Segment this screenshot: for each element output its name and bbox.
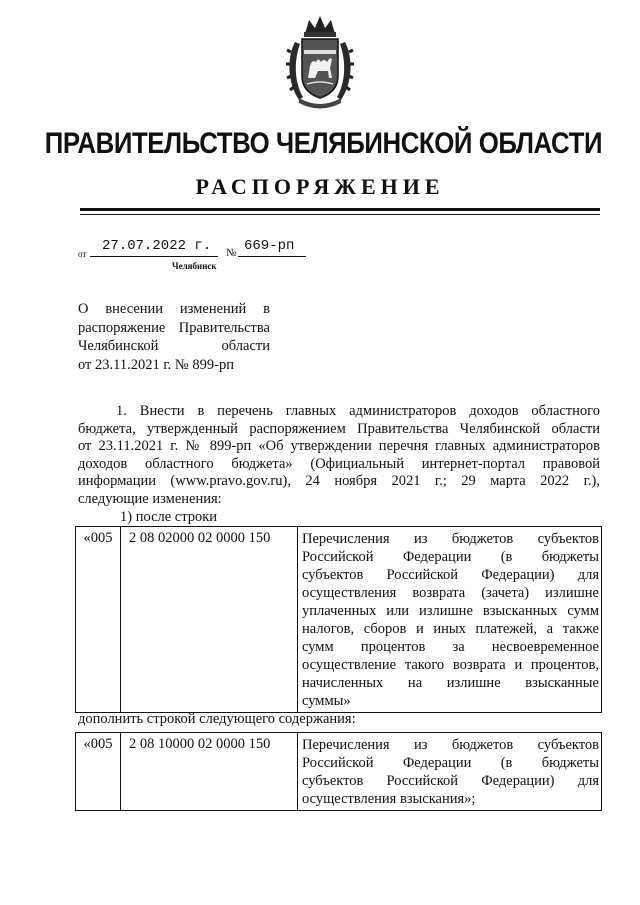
- coat-of-arms-emblem: [285, 12, 355, 112]
- description-line: осуществления возврата (зачета) излишне: [302, 585, 599, 601]
- body-line: от 23.11.2021 г. № 899-рп «Об утверждении перечня главных администраторов: [78, 438, 600, 454]
- description-line: уплаченных или излишне взысканных сумм: [302, 603, 599, 619]
- description-line: суммы»: [302, 693, 351, 709]
- number-prefix: №: [226, 247, 237, 259]
- admin-code-cell: «005: [76, 527, 121, 713]
- description-line: осуществления взыскания»;: [302, 791, 476, 807]
- description-line: Перечисления из бюджетов субъектов: [302, 737, 599, 753]
- description-line: субъектов Российской Федерации) для: [302, 773, 599, 789]
- subject-line: Челябинской области: [78, 338, 270, 354]
- organization-title: ПРАВИТЕЛЬСТВО ЧЕЛЯБИНСКОЙ ОБЛАСТИ: [44, 127, 603, 160]
- body-line: информации (www.pravo.gov.ru), 24 ноября 2021 г.; 29 марта 2022 г.),: [78, 473, 600, 489]
- table-row: [76, 527, 602, 713]
- date-number-row: [78, 238, 318, 260]
- description-cell: [298, 733, 602, 811]
- subject-line: от 23.11.2021 г. № 899-рп: [78, 356, 234, 373]
- admin-code-cell: «005: [76, 733, 121, 811]
- description-line: осуществление такого возврата и процентов,: [302, 657, 599, 673]
- description-line: Перечисления из бюджетов субъектов: [302, 531, 599, 547]
- after-row-text: 1) после строки: [120, 509, 218, 525]
- description-line: Российской Федерации (в бюджеты: [302, 549, 599, 565]
- description-line: налогов, сборов и иных платежей, а также: [302, 621, 599, 637]
- new-row-table: [75, 732, 602, 811]
- header-rule-thick: [80, 208, 600, 211]
- description-line: начисленных на излишне взысканные: [302, 675, 599, 691]
- date-prefix: от: [78, 249, 87, 259]
- subject-block: [78, 300, 270, 374]
- kbk-code-cell: 2 08 02000 02 0000 150: [121, 527, 298, 713]
- body-line: 1. Внести в перечень главных администраторов доходов областного: [116, 403, 600, 419]
- description-cell: [298, 527, 602, 713]
- document-date: 27.07.2022 г.: [102, 238, 212, 254]
- number-underline: [238, 256, 306, 257]
- document-type-title: РАСПОРЯЖЕНИЕ: [195, 174, 445, 199]
- description-line: субъектов Российской Федерации) для: [302, 567, 599, 583]
- add-row-text: дополнить строкой следующего содержания:: [78, 711, 356, 727]
- body-line: следующие изменения:: [78, 490, 222, 507]
- city-name: Челябинск: [172, 261, 217, 271]
- header-rule-thin: [80, 214, 600, 215]
- subject-line: распоряжение Правительства: [78, 319, 270, 336]
- description-line: Российской Федерации (в бюджеты: [302, 755, 599, 771]
- document-number: 669-рп: [244, 238, 295, 254]
- kbk-code-cell: 2 08 10000 02 0000 150: [121, 733, 298, 811]
- date-underline: [90, 256, 218, 257]
- description-line: сумм процентов за несвоевременное: [302, 639, 599, 655]
- body-paragraph: [78, 403, 600, 508]
- existing-row-table: [75, 526, 602, 713]
- body-line: бюджета, утвержденный распоряжением Правительства Челябинской области: [78, 420, 600, 437]
- body-line: доходов областного бюджета» (Официальный интернет-портал правовой: [78, 455, 600, 472]
- table-row: [76, 733, 602, 811]
- subject-line: О внесении изменений в: [78, 301, 270, 317]
